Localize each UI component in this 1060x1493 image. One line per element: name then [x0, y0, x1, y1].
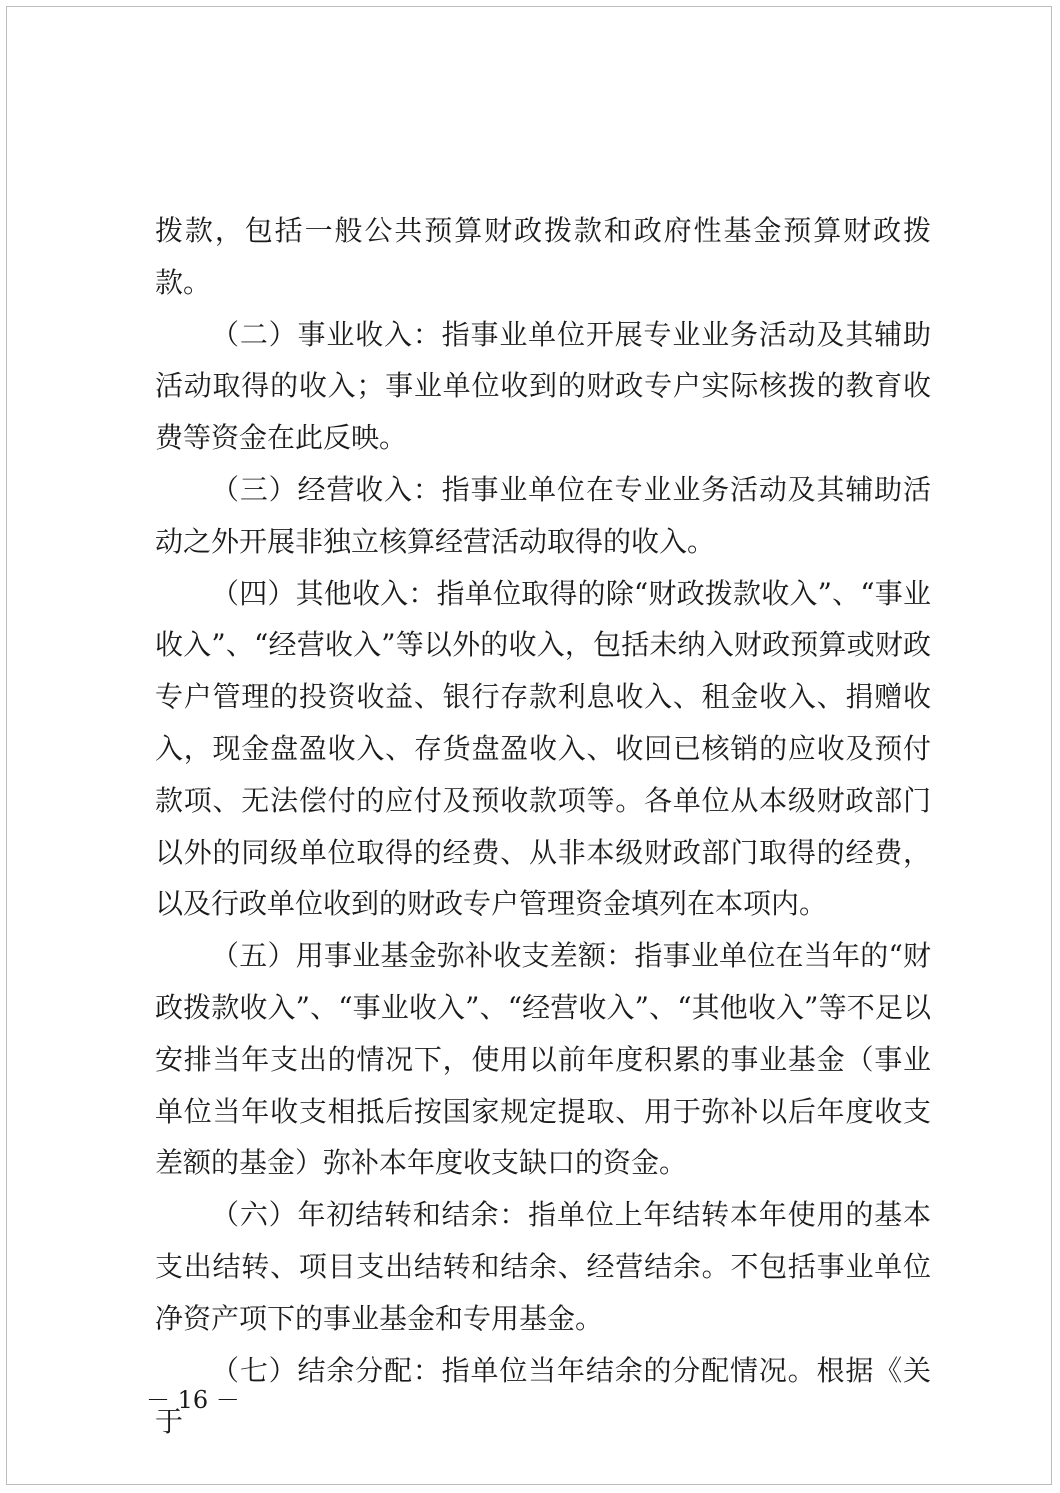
document-page	[6, 6, 1052, 1485]
document-body	[155, 205, 931, 1448]
paragraph-business-fund-offset: （五）用事业基金弥补收支差额：指事业单位在当年的“财政拨款收入”、“事业收入”、“经营收入”、“其他收入”等不足以安排当年支出的情况下，使用以前年度积累的事业基金（事业单位当年收支相抵后按国家规定提取、用于弥补以后年度收支差额的基金）弥补本年度收支缺口的资金。	[155, 939, 931, 1180]
page-number: － 16 －	[146, 1386, 240, 1414]
paragraph-continuation: 拨款，包括一般公共预算财政拨款和政府性基金预算财政拨款。	[155, 214, 931, 299]
paragraph-balance-distribution: （七）结余分配：指单位当年结余的分配情况。根据《关于	[155, 1353, 931, 1439]
paragraph-operating-income: （三）经营收入：指事业单位在专业业务活动及其辅助活动之外开展非独立核算经营活动取得的收入。	[155, 472, 931, 558]
paragraph-business-income: （二）事业收入：指事业单位开展专业业务活动及其辅助活动取得的收入；事业单位收到的财政专户实际核拨的教育收费等资金在此反映。	[155, 317, 931, 455]
paragraph-other-income: （四）其他收入：指单位取得的除“财政拨款收入”、“事业收入”、“经营收入”等以外的收入，包括未纳入财政预算或财政专户管理的投资收益、银行存款利息收入、租金收入、捐赠收入，现金盘盈收入、存货盘盈收入、收回已核销的应收及预付款项、无法偿付的应付及预收款项等。各单位从本级财政部门以外的同级单位取得的经费、从非本级财政部门取得的经费，以及行政单位收到的财政专户管理资金填列在本项内。	[155, 576, 931, 921]
paragraph-carryover-balance: （六）年初结转和结余：指单位上年结转本年使用的基本支出结转、项目支出结转和结余、经营结余。不包括事业单位净资产项下的事业基金和专用基金。	[155, 1198, 931, 1335]
